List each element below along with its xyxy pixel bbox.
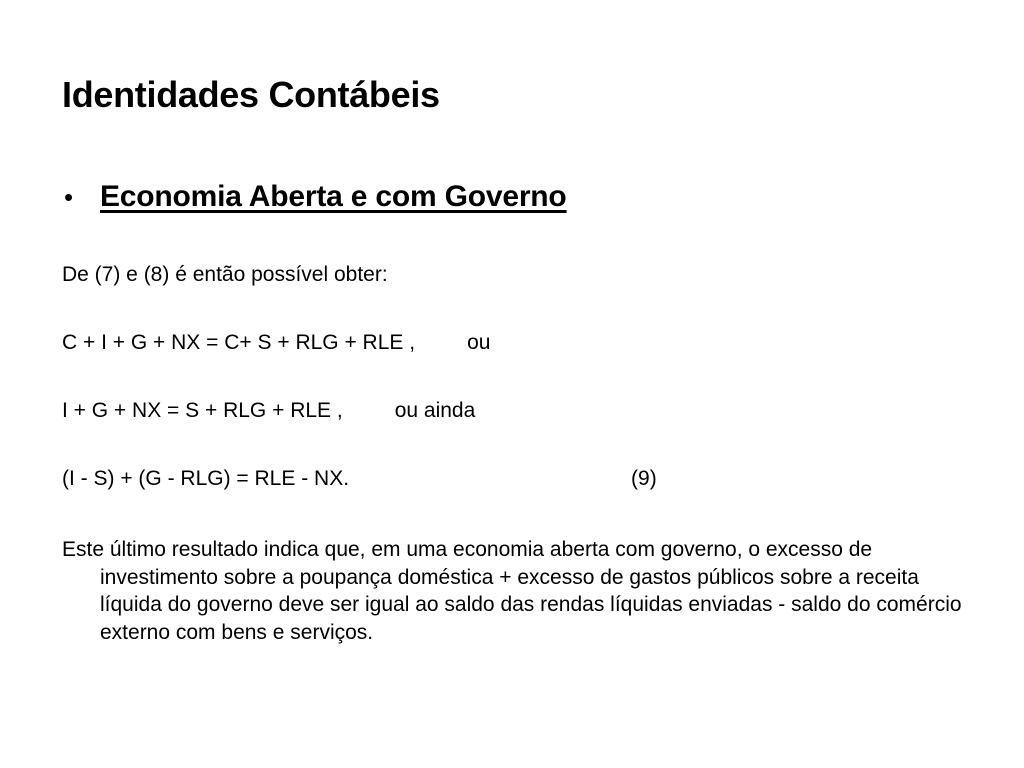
equation-1-suffix: ou bbox=[467, 331, 491, 354]
equation-2-suffix: ou ainda bbox=[394, 399, 476, 422]
bullet-mark: • bbox=[64, 182, 74, 212]
equation-2-text: I + G + NX = S + RLG + RLE , bbox=[62, 399, 343, 422]
equation-1-text: C + I + G + NX = C+ S + RLG + RLE , bbox=[62, 331, 416, 354]
equation-3-number: (9) bbox=[631, 467, 657, 490]
bullet-heading bbox=[64, 180, 567, 214]
equation-1 bbox=[62, 331, 490, 355]
section-heading: Economia Aberta e com Governo bbox=[100, 180, 567, 213]
slide-title: Identidades Contábeis bbox=[62, 74, 440, 115]
intro-line: De (7) e (8) é então possível obter: bbox=[62, 263, 388, 286]
equation-3 bbox=[62, 467, 657, 491]
equation-3-text: (I - S) + (G - RLG) = RLE - NX. bbox=[62, 467, 350, 490]
equation-2 bbox=[62, 399, 475, 423]
explanation-paragraph: Este último resultado indica que, em uma economia aberta com governo, o excesso de investimento sobre a poupança doméstica + excesso de gastos públicos sobre a receita líquida do governo deve ser igual ao saldo das rendas líquidas enviadas - saldo do comércio externo com bens e serviços. bbox=[62, 538, 962, 644]
